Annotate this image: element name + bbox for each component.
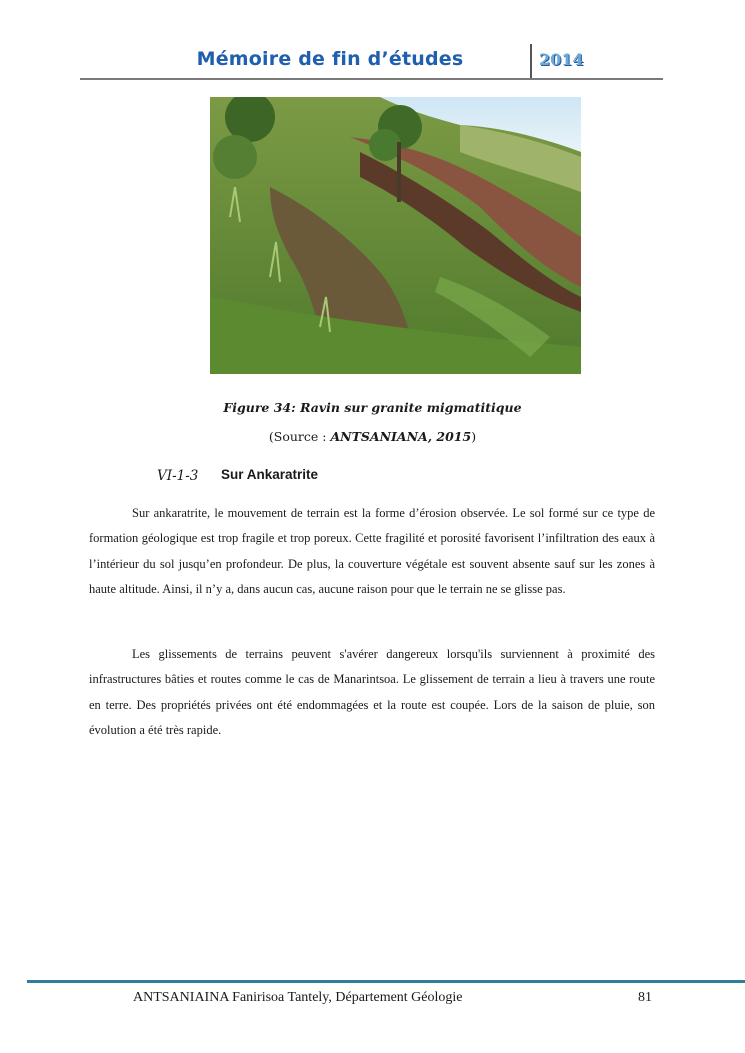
- figure-source: [0, 429, 745, 444]
- footer-author: ANTSANIAINA Fanirisoa Tantely, Département Géologie: [133, 990, 463, 1005]
- figure-source-suffix: ): [471, 429, 477, 444]
- section-number: VI-1-3: [157, 468, 199, 484]
- document-header-year: 2014: [539, 50, 584, 69]
- document-header-title: Mémoire de fin d’études: [196, 48, 464, 70]
- page-number: 81: [638, 990, 652, 1005]
- ravine-photo: [210, 97, 581, 374]
- header-rule: [80, 78, 663, 80]
- header-separator: [530, 44, 532, 78]
- body-paragraph: Les glissements de terrains peuvent s'avérer dangereux lorsqu'ils surviennent à proximité des infrastructures bâties et routes comme le cas de Manarintsoa. Le glissement de terrain a lieu à travers une route en terre. Des propriétés privées ont été endommagées et la route est coupée. Lors de la saison de pluie, son évolution a été très rapide.: [89, 647, 655, 737]
- section-title: Sur Ankaratrite: [221, 467, 319, 482]
- figure-source-name: ANTSANIANA, 2015: [330, 429, 472, 444]
- figure-source-prefix: (Source :: [268, 429, 331, 444]
- body-paragraph: Sur ankaratrite, le mouvement de terrain est la forme d’érosion observée. Le sol formé sur ce type de formation géologique est trop fragile et trop poreux. Cette fragilité et porosité favorisent l’infiltration des eaux à l’intérieur du sol jusqu’en profondeur. De plus, la couverture végétale est souvent absente sauf sur les zones à haute altitude. Ainsi, il n’y a, dans aucun cas, aucune raison pour que le terrain ne se glisse pas.: [89, 506, 655, 596]
- figure-caption: Figure 34: Ravin sur granite migmatitique: [223, 400, 522, 415]
- footer-rule: [27, 980, 745, 983]
